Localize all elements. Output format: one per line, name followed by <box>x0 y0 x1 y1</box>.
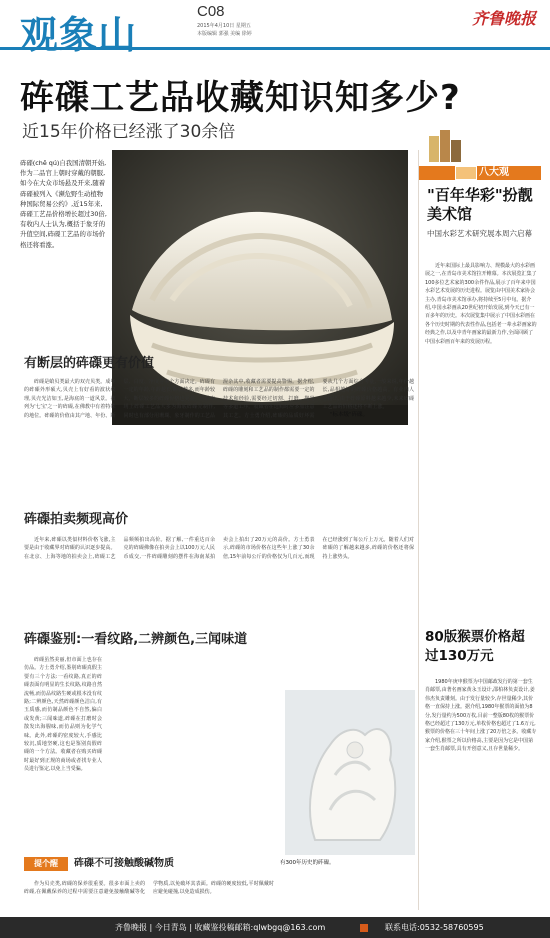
section-body-2: 近年来,砗磲以类似材料价格飞涨,主要是由于收藏界对砗磲的认识逐步提高。在北京、上海等地的拍卖会上,砗磲工艺品频频拍出高价。据了解,一件重达百余克的砗磲佛像在拍卖会上以100万元人民币成交,一件砗磲雕刻的摆件在海南某拍卖会上拍出了20万元的高价。方士勇表示,砗磲的市场价格在这些年上涨了30余倍,15年前每公斤的价格仅为几百元,而现在已经涨到了每公斤上万元。随着人们对砗磲的了解越来越多,砗磲的价格还将保持上涨势头。 <box>24 537 414 560</box>
sidebar-body: 近年来国际上最具影响力、规模最大的水彩画展之一,在青岛市美术馆拉开帷幕。本次展览汇集了100多位艺术家的300余件作品,展示了百年来中国水彩艺术发展的历史进程。展览由中国美术家协会主办,青岛市美术馆承办,将持续至5月中旬。据介绍,中国水彩画从20世纪初开始发展,到今天已有一百多年的历史。本次展览集中展示了中国水彩画在各个历史时期的代表性作品,包括老一辈水彩画家的经典之作,以及中青年画家的最新力作,全面回顾了中国水彩画百年来的发展历程。 <box>425 263 537 345</box>
date-line: 2015年4月10日 星期五 <box>197 23 251 29</box>
tip-box <box>24 855 174 875</box>
tip-title: 砗磲不可接触酸碱物质 <box>74 858 174 869</box>
footer-mark-icon <box>360 924 368 932</box>
page-code: C08 <box>197 3 225 20</box>
sidebar <box>418 150 540 910</box>
section-body-3a: 砗磲虽然美丽,但市面上也存在仿品。方士勇介绍,鉴别砗磲真假主要有三个方法:一看纹路,真正的砗磲表面有明显的生长纹路,纹路自然流畅,而仿品纹路生硬或根本没有纹路;二辨颜色,天然砗磲颜色洁白,有玉质感,而仿制品颜色不自然,偏白或发黄;三闻味道,砗磲在打磨时会散发出海腥味,而仿品则为化学气味。此外,砗磲的密度较大,手感比较沉,质地坚硬,这也是鉴别真假砗磲的一个方法。收藏者在购买砗磲时最好到正规的商场或者找专业人员进行鉴定,以免上当受骗。 <box>24 657 102 773</box>
section-heading-2: 砗磲拍卖频现高价 <box>24 512 129 527</box>
section-name: 观象山 <box>20 13 138 57</box>
page-footer <box>0 917 550 938</box>
article-headline: 砗磲工艺品收藏知识知多少? <box>20 78 461 118</box>
carved-shell-caption: 有300年历史的砗磲。 <box>280 860 335 866</box>
editors-line: 本版编辑 郭强 美编 徐婷 <box>197 31 252 37</box>
article-intro: 砗磲(chē qú)自我国清朝开始,作为二品官上朝时穿戴的朝服,如今在大众市场悬及开来,随着砗磲被列入《濒危野生动植物种国际贸易公约》,近15年来,砗磲工艺品价格增长超过30倍,有收内人士认为,概括于象牙的升值空间,砗磲工艺品的市场价格还将看涨。 <box>20 159 107 249</box>
sidebar-title: "百年华彩"扮靓美术馆 <box>427 186 533 223</box>
gift-icon <box>455 166 477 180</box>
sidebar-banner <box>419 166 541 180</box>
books-icon <box>425 126 465 164</box>
section-body-1: 砗磲是蛤贝类最大的双壳贝类。成年的砗磲外形硕大,贝壳上有好看的波状纹理,贝壳光洁如玉,是海底的一道风景。被列为'七宝'之一的砗磲,在佛教中有着特殊的地位。砗磲的价值由其产地、年份、断层、白度、净度等多个方面决定。砗磲有一定的年龄,年龄越长,断层越多,而年龄较大、断层较多的砗磲价格也更高。目前市场上砗磲工艺品大多为海底砗磲壳制作,同时也有部分用珊瑚、象牙制作的工艺品混杂其中,收藏者需要提高警惕。据介绍,砗磲的雕刻和工艺品的制作都需要一定的技术和经验,需要经过切割、打磨、抛光等多道工序。收藏者在选购时应多加注意其工艺。方士勇介绍,砗磲的品质好坏需要从几个方面综合考量,一般来说,年份越长,品相越好的砗磲价格越高。有业内人士指出,由于砗磲原料越来越少,未来砗磲工艺品的价格还将不断上涨。 <box>24 379 414 419</box>
sidebar-title-2: 80版猴票价格超过130万元 <box>425 629 525 664</box>
main-photo-caption: "标本级"砗磲。 <box>330 412 369 418</box>
carved-shell-illustration <box>285 690 415 855</box>
sidebar-subtitle: 中国水彩艺术研究展本周六启幕 <box>427 229 532 238</box>
tip-body: 作为贝壳类,砗磲的保养很重要。很多市面上卖的砗磲,在佩戴保养的过程中需要注意避免接触酸碱等化学物质,以免破坏其表面。砗磲的硬度较低,平时佩戴时应避免碰撞,以免造成损伤。 <box>24 881 274 896</box>
paper-logo: 齐鲁晚报 <box>471 9 536 28</box>
sidebar-banner-text: 八大观 <box>479 167 509 178</box>
page-masthead <box>0 0 550 57</box>
footer-left: 齐鲁晚报 | 今日青岛 | 收藏鉴投稿邮箱:qlwbgq@163.com <box>115 923 326 932</box>
page-meta <box>197 22 357 38</box>
carved-shell-photo <box>285 690 415 855</box>
section-heading-1: 有断层的砗磲更有价值 <box>24 356 155 371</box>
footer-right: 联系电话:0532-58760595 <box>385 923 484 932</box>
article-subhead: 近15年价格已经涨了30余倍 <box>22 122 236 142</box>
tip-tag: 提个醒 <box>24 857 68 871</box>
sidebar-body-2: 1980年庚申猴票为中国邮政发行的第一套生肖邮票,由著名画家黄永玉设计,邵柏林负责设计,姜伟杰负责雕刻。由于发行量较少,存世量稀少,其价格一直保持上涨。据介绍,1980年猴票的面值为8分,发行量约为500万枚,目前一整版80枚的猴票价格已经超过了130万元,单枚价格也超过了1.6万元,猴票的价格在三十年间上涨了20万倍之多。收藏专家介绍,猴票之所以价格高,主要是因为它是中国第一套生肖邮票,具有开创意义,且存世量稀少。 <box>425 679 537 753</box>
section-heading-3: 砗磲鉴别:一看纹路,二辨颜色,三闻味道 <box>24 632 248 647</box>
